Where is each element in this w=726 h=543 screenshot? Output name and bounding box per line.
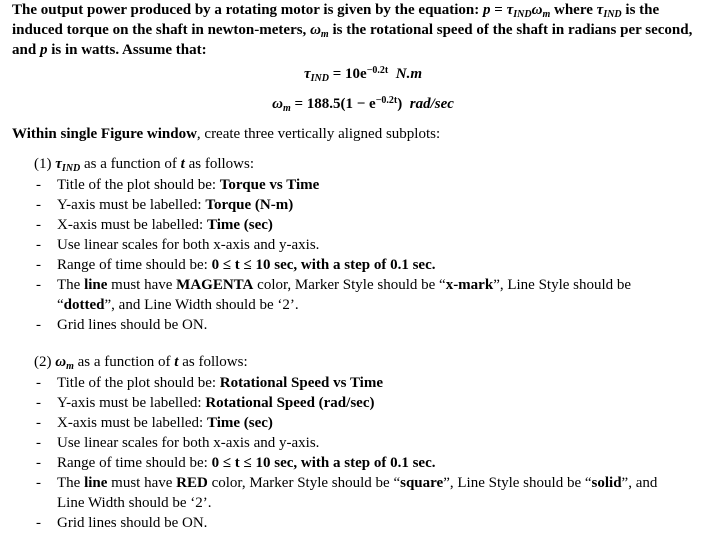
section-2-t: t — [174, 354, 179, 370]
item-text: Title of the plot should be: — [57, 375, 220, 391]
intro-paragraph — [12, 0, 712, 60]
bullet-dash: - — [36, 475, 41, 491]
item-text: The — [57, 475, 85, 491]
bullet-dash: - — [36, 455, 41, 471]
list-item — [36, 373, 686, 393]
item-bold: x-mark — [445, 277, 494, 293]
section-1-prefix: (1) — [34, 156, 56, 172]
item-text: Grid lines should be ON. — [57, 515, 208, 531]
intro-where: where — [550, 2, 597, 18]
item-text: Use linear scales for both x-axis and y-axis. — [57, 435, 320, 451]
equation-speed — [0, 96, 726, 113]
bullet-dash: - — [36, 197, 41, 213]
eq2-omega-sub: m — [282, 103, 291, 114]
section-1-mid: as a function of — [80, 156, 181, 172]
bullet-dash: - — [36, 395, 41, 411]
item-bold: 0 ≤ t ≤ 10 sec, with a step of 0.1 sec. — [211, 257, 436, 273]
list-item — [36, 175, 686, 195]
p-symbol-2: p — [39, 42, 48, 58]
item-text: Y-axis must be labelled: — [57, 197, 206, 213]
within-rest: , create three vertically aligned subplots: — [196, 126, 441, 142]
item-bold: line — [84, 475, 108, 491]
item-bold: square — [400, 475, 444, 491]
eq1-tau: $\tau_{IND}$ — [303, 66, 329, 84]
item-text: Y-axis must be labelled: — [57, 395, 206, 411]
item-text: Grid lines should be ON. — [57, 317, 208, 333]
list-item — [36, 195, 686, 215]
item-text: Range of time should be: — [57, 455, 212, 471]
tau-subscript: IND — [513, 9, 532, 20]
item-bold: Time (sec) — [206, 415, 273, 431]
item-bold: MAGENTA — [176, 277, 254, 293]
item-text: Range of time should be: — [57, 257, 212, 273]
within-instruction — [12, 125, 440, 143]
eq2-unit: rad/sec — [409, 96, 454, 112]
item-bold: Torque vs Time — [219, 177, 320, 193]
bullet-dash: - — [36, 435, 41, 451]
bullet-dash: - — [36, 277, 41, 293]
within-bold: Within single Figure window — [12, 126, 197, 142]
section-2-mid: as a function of — [73, 354, 175, 370]
item-text: must have — [107, 475, 177, 491]
list-item — [36, 513, 686, 533]
section-1-heading — [34, 155, 254, 173]
omega-subscript-2: m — [320, 29, 329, 40]
section-1-symbol-sub: IND — [61, 163, 81, 174]
section-2-prefix: (2) — [34, 354, 56, 370]
bullet-dash: - — [36, 415, 41, 431]
bullet-dash: - — [36, 317, 41, 333]
section-1-suffix: as follows: — [184, 156, 254, 172]
item-text: X-axis must be labelled: — [57, 415, 207, 431]
item-bold: Rotational Speed (rad/sec) — [205, 395, 375, 411]
bullet-dash: - — [36, 515, 41, 531]
item-bold: solid — [591, 475, 622, 491]
list-item — [36, 413, 686, 433]
section-2-symbol: $\omega_m$ — [55, 354, 74, 372]
list-item — [36, 235, 686, 255]
item-text: ”, and Line Width should be ‘2’. — [104, 297, 299, 313]
bullet-dash: - — [36, 177, 41, 193]
item-text: color, Marker Style should be “ — [207, 475, 401, 491]
bullet-dash: - — [36, 375, 41, 391]
p-symbol: p — [483, 2, 491, 18]
omega-subscript: m — [542, 9, 551, 20]
list-item — [36, 393, 686, 413]
list-item — [36, 453, 686, 473]
list-item — [36, 255, 686, 275]
item-text: color, Marker Style should be “ — [253, 277, 446, 293]
bullet-dash: - — [36, 237, 41, 253]
section-1-t: t — [180, 156, 185, 172]
bullet-dash: - — [36, 257, 41, 273]
list-item — [36, 315, 686, 335]
eq1-exponent: −0.2t — [366, 65, 389, 76]
item-text: The — [57, 277, 85, 293]
list-item — [36, 215, 686, 235]
equation-torque — [0, 66, 726, 83]
eq1-rhs: = 10e — [329, 66, 367, 82]
tau-symbol-2: $\tau_{IND}$ — [596, 2, 622, 20]
section-1-symbol: $\tau_{IND}$ — [55, 156, 81, 174]
item-text: X-axis must be labelled: — [57, 217, 207, 233]
item-text: ”, and Line Width should be ‘2’. — [57, 475, 658, 511]
list-item — [36, 275, 686, 315]
item-bold: 0 ≤ t ≤ 10 sec, with a step of 0.1 sec. — [211, 455, 436, 471]
section-2-symbol-sub: m — [66, 361, 74, 372]
item-text: Use linear scales for both x-axis and y-axis. — [57, 237, 320, 253]
item-bold: RED — [176, 475, 208, 491]
intro-eq-sign: = — [490, 2, 507, 18]
eq2-rhs: = 188.5(1 − e — [290, 96, 376, 112]
bullet-dash: - — [36, 217, 41, 233]
item-bold: Time (sec) — [206, 217, 273, 233]
eq2-omega: $\omega_m$ — [272, 96, 291, 114]
intro-text-1: The output power produced by a rotating motor is given by the equation: — [12, 2, 484, 18]
item-text: ”, Line Style should be “ — [443, 475, 592, 491]
intro-text-4: is in watts. Assume that: — [47, 42, 207, 58]
intro-text-3: is the rotational speed of the shaft in radians per second, and — [12, 22, 693, 58]
section-2-heading — [34, 353, 248, 371]
section-2-list — [36, 373, 686, 533]
tau-symbol: $\tau_{IND}$ — [506, 2, 532, 20]
omega-symbol: $\omega_m$ — [531, 2, 551, 20]
section-2-suffix: as follows: — [178, 354, 248, 370]
omega-symbol-2: $\omega_m$ — [310, 22, 329, 40]
eq2-close: ) — [397, 96, 410, 112]
eq2-exponent: −0.2t — [375, 95, 398, 106]
tau-subscript-2: IND — [603, 9, 622, 20]
item-bold: dotted — [63, 297, 105, 313]
item-text: must have — [107, 277, 177, 293]
eq1-tau-sub: IND — [310, 73, 329, 84]
list-item — [36, 473, 686, 513]
item-bold: Torque (N-m) — [205, 197, 294, 213]
list-item — [36, 433, 686, 453]
eq1-unit: N.m — [388, 66, 422, 82]
intro-text-2: is the induced torque on the shaft in newton-meters, — [12, 2, 660, 38]
item-text: Title of the plot should be: — [57, 177, 220, 193]
item-bold: line — [84, 277, 108, 293]
item-text: ”, Line Style should be “ — [57, 277, 632, 313]
section-1-list — [36, 175, 686, 335]
item-bold: Rotational Speed vs Time — [219, 375, 383, 391]
